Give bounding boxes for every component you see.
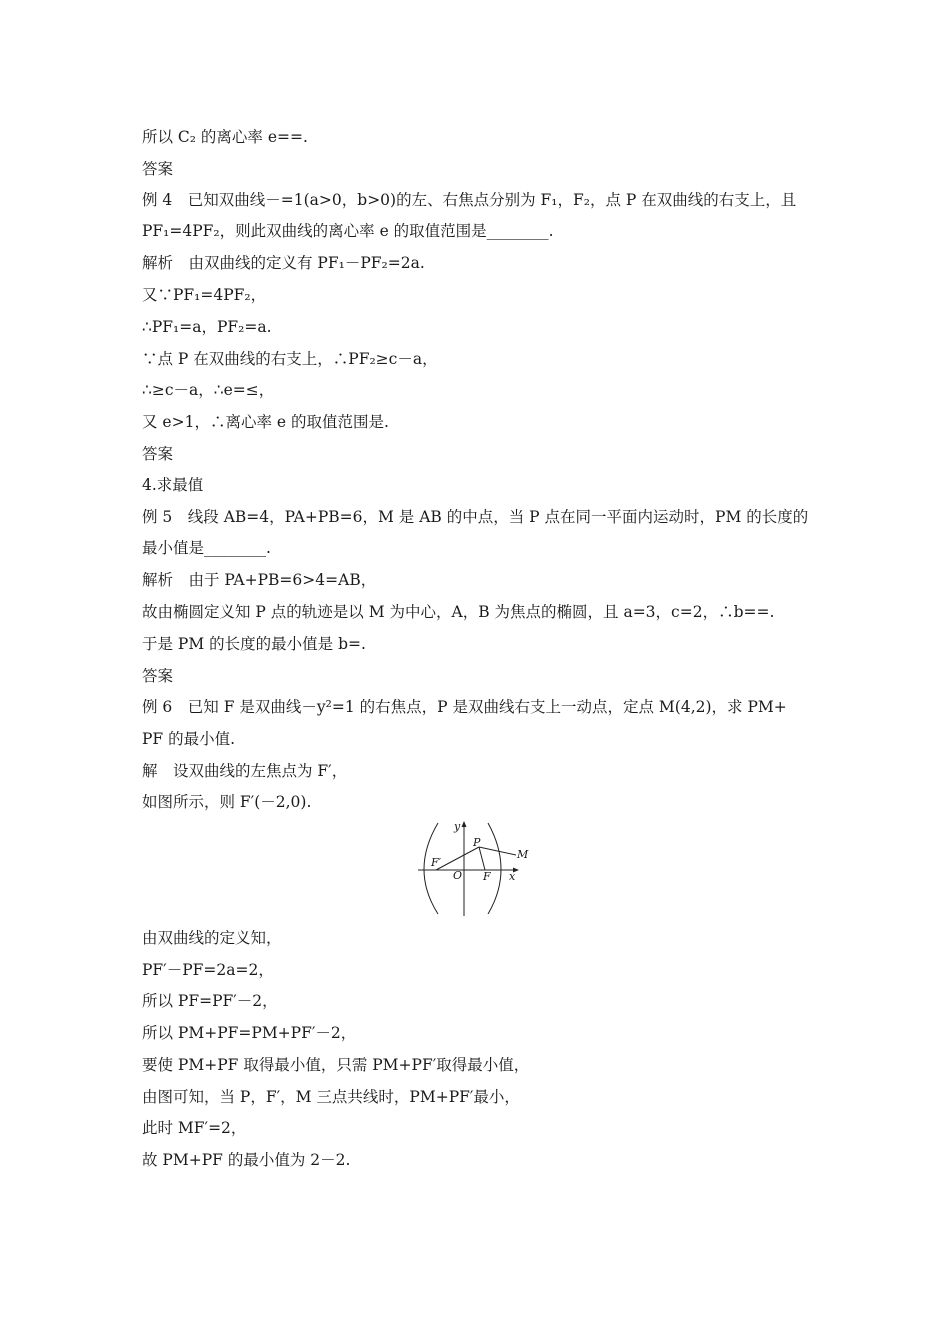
text-line: 由双曲线的定义知，: [142, 929, 282, 947]
example-5-line-2: 最小值是________.: [142, 539, 271, 557]
text-line: 故 PM+PF 的最小值为 2－2.: [142, 1151, 351, 1169]
analysis-line: 解析 由双曲线的定义有 PF₁－PF₂=2a.: [142, 254, 425, 272]
y-label: y: [454, 820, 461, 833]
text-line: 所以 PF=PF′－2，: [142, 992, 278, 1010]
example-6-line-2: PF 的最小值.: [142, 730, 236, 748]
origin-label: O: [453, 869, 463, 882]
text-line: 所以 PM+PF=PM+PF′－2，: [142, 1024, 357, 1042]
text-line: 由图可知，当 P，F′，M 三点共线时，PM+PF′最小，: [142, 1088, 520, 1106]
analysis-line: 解析 由于 PA+PB=6>4=AB，: [142, 571, 377, 589]
text-line: ∴≥c－a，∴e=≤，: [142, 381, 275, 399]
text-line: 于是 PM 的长度的最小值是 b=.: [142, 635, 366, 653]
right-branch: [488, 823, 501, 914]
text-line: 又∵PF₁=4PF₂，: [142, 286, 267, 304]
answer-label: 答案: [142, 667, 174, 685]
example-4-line-1: 例 4 已知双曲线－=1(a>0，b>0)的左、右焦点分别为 F₁，F₂，点 P 在双曲线的右支上，且: [142, 191, 797, 209]
text-line: 故由椭圆定义知 P 点的轨迹是以 M 为中心，A，B 为焦点的椭圆，且 a=3，c=2，∴b==.: [142, 603, 775, 621]
text-line: ∴PF₁=a，PF₂=a.: [142, 318, 272, 336]
text-line: PF′－PF=2a=2，: [142, 961, 274, 979]
segment-f-prime-p: [436, 847, 479, 870]
hyperbola-figure: [416, 818, 538, 918]
x-label: x: [509, 870, 516, 883]
answer-label: 答案: [142, 445, 174, 463]
text-line: ∵点 P 在双曲线的右支上，∴PF₂≥c－a，: [142, 350, 438, 368]
solution-line: 解 设双曲线的左焦点为 F′，: [142, 762, 348, 780]
section-heading: 4.求最值: [142, 476, 204, 494]
text-line: 所以 C₂ 的离心率 e==.: [142, 128, 308, 146]
point-p-label: P: [473, 836, 481, 849]
segment-p-f: [479, 847, 485, 870]
example-4-line-2: PF₁=4PF₂，则此双曲线的离心率 e 的取值范围是________.: [142, 222, 554, 240]
point-m-label: M: [517, 848, 529, 861]
segment-p-m: [479, 847, 516, 855]
left-focus-label: F′: [431, 856, 442, 869]
text-line: 又 e>1，∴离心率 e 的取值范围是.: [142, 413, 389, 431]
example-5-line-1: 例 5 线段 AB=4，PA+PB=6，M 是 AB 的中点，当 P 点在同一平面内运动时，PM 的长度的: [142, 508, 809, 526]
focus-label: F: [483, 870, 491, 883]
text-line: 此时 MF′=2，: [142, 1119, 247, 1137]
y-axis-arrow: [462, 821, 467, 827]
text-line: 如图所示，则 F′(－2,0).: [142, 793, 312, 811]
example-6-line-1: 例 6 已知 F 是双曲线－y²=1 的右焦点，P 是双曲线右支上一动点，定点 M(4,2)，求 PM+: [142, 698, 787, 716]
answer-label: 答案: [142, 160, 174, 178]
text-line: 要使 PM+PF 取得最小值，只需 PM+PF′取得最小值，: [142, 1056, 530, 1074]
